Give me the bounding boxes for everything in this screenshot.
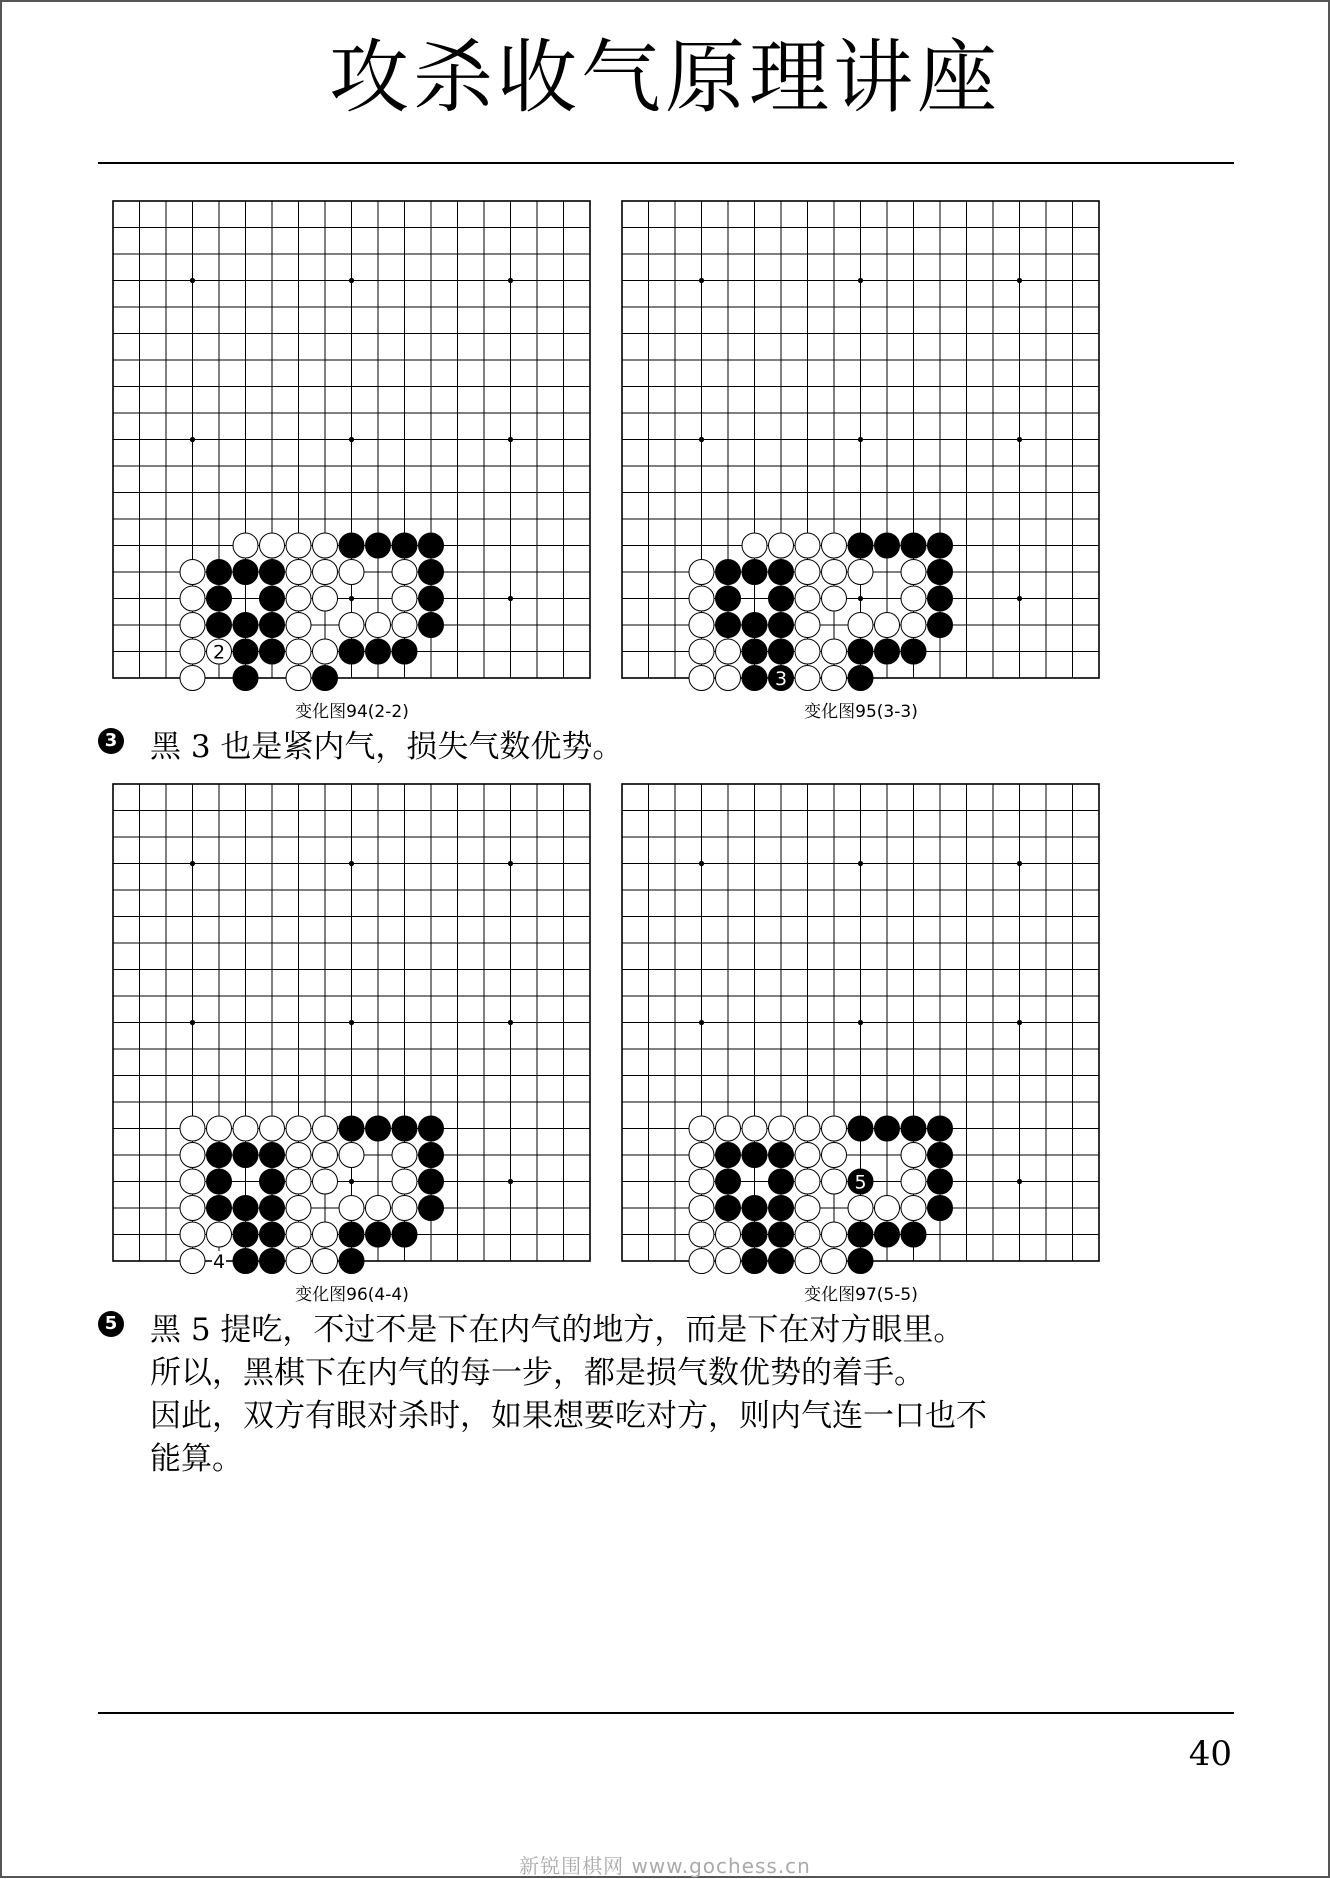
star-point <box>858 861 863 866</box>
black-stone <box>260 560 285 585</box>
white-stone <box>392 1196 417 1221</box>
black-stone <box>928 1169 953 1194</box>
black-stone <box>260 1169 285 1194</box>
star-point <box>858 278 863 283</box>
black-stone <box>742 560 767 585</box>
go-board-94 <box>112 200 594 692</box>
black-stone <box>742 1249 767 1274</box>
move-number-label: 3 <box>774 668 788 690</box>
star-point <box>1017 1179 1022 1184</box>
white-stone <box>716 1222 741 1247</box>
white-stone <box>313 1143 338 1168</box>
white-stone <box>180 586 205 611</box>
white-stone <box>795 1249 820 1274</box>
white-stone <box>339 1143 364 1168</box>
black-stone <box>207 560 232 585</box>
white-stone <box>366 1196 391 1221</box>
black-stone <box>901 1116 926 1141</box>
note-line: 因此，双方有眼对杀时，如果想要吃对方，则内气连一口也不 <box>150 1398 987 1434</box>
black-stone <box>928 613 953 638</box>
white-stone <box>233 533 258 558</box>
black-stone <box>716 1143 741 1168</box>
white-stone <box>795 1116 820 1141</box>
white-stone <box>313 1169 338 1194</box>
white-stone <box>795 533 820 558</box>
black-stone <box>875 639 900 664</box>
board-caption-97: 变化图97(5-5) <box>804 1285 918 1305</box>
white-stone <box>769 1116 794 1141</box>
black-stone <box>742 1143 767 1168</box>
star-point <box>858 437 863 442</box>
note-paragraph-5 <box>150 1309 1240 1481</box>
white-stone <box>286 639 311 664</box>
black-stone <box>366 533 391 558</box>
black-stone <box>419 1116 444 1141</box>
go-board-96 <box>112 783 594 1275</box>
black-stone <box>769 560 794 585</box>
black-stone <box>928 560 953 585</box>
black-stone <box>339 1222 364 1247</box>
black-stone <box>769 1143 794 1168</box>
black-stone <box>339 639 364 664</box>
black-stone <box>233 1249 258 1274</box>
star-point <box>699 861 704 866</box>
star-point <box>190 861 195 866</box>
black-stone <box>419 1196 444 1221</box>
white-stone <box>180 560 205 585</box>
white-stone <box>689 613 714 638</box>
white-stone <box>180 1196 205 1221</box>
note-bullet-3: 3 <box>98 728 124 754</box>
white-stone <box>180 1143 205 1168</box>
black-stone <box>742 639 767 664</box>
site-watermark: 新锐围棋网 www.gochess.cn <box>519 1854 811 1878</box>
white-stone <box>822 1222 847 1247</box>
white-stone <box>716 1249 741 1274</box>
black-stone <box>742 613 767 638</box>
white-stone <box>392 586 417 611</box>
black-stone <box>207 586 232 611</box>
white-stone <box>689 1143 714 1168</box>
black-stone <box>742 666 767 691</box>
black-stone <box>875 1222 900 1247</box>
note-line: 黑 5 提吃，不过不是下在内气的地方，而是下在对方眼里。 <box>150 1312 965 1348</box>
black-stone <box>848 533 873 558</box>
black-stone <box>260 1143 285 1168</box>
black-stone <box>769 639 794 664</box>
white-stone <box>286 560 311 585</box>
white-stone <box>392 613 417 638</box>
black-stone <box>260 1249 285 1274</box>
white-stone <box>795 1222 820 1247</box>
white-stone <box>822 1249 847 1274</box>
black-stone <box>716 613 741 638</box>
white-stone <box>795 1169 820 1194</box>
black-stone <box>233 560 258 585</box>
header-rule <box>98 162 1234 164</box>
black-stone <box>260 586 285 611</box>
white-stone <box>233 1116 258 1141</box>
black-stone <box>207 1143 232 1168</box>
white-stone <box>286 533 311 558</box>
white-stone <box>313 1249 338 1274</box>
white-stone <box>286 1116 311 1141</box>
star-point <box>190 437 195 442</box>
black-stone <box>366 1116 391 1141</box>
white-stone <box>822 586 847 611</box>
star-point <box>349 861 354 866</box>
black-stone <box>233 1143 258 1168</box>
white-stone <box>822 533 847 558</box>
move-number-label: 5 <box>854 1171 867 1194</box>
black-stone <box>928 1143 953 1168</box>
black-stone <box>419 533 444 558</box>
star-point <box>699 278 704 283</box>
star-point <box>190 278 195 283</box>
white-stone <box>795 1196 820 1221</box>
black-stone <box>207 1196 232 1221</box>
star-point <box>508 1179 513 1184</box>
white-stone <box>769 533 794 558</box>
move-number-label: 2 <box>212 641 226 664</box>
black-stone <box>769 1222 794 1247</box>
black-stone <box>875 533 900 558</box>
board-caption-96: 变化图96(4-4) <box>295 1285 409 1305</box>
star-point <box>508 437 513 442</box>
star-point <box>858 1020 863 1025</box>
white-stone <box>795 1143 820 1168</box>
white-stone <box>795 560 820 585</box>
black-stone <box>716 560 741 585</box>
white-stone <box>689 666 714 691</box>
black-stone <box>233 1222 258 1247</box>
white-stone <box>339 613 364 638</box>
black-stone <box>769 1196 794 1221</box>
note-paragraph-3 <box>150 726 1240 769</box>
white-stone <box>313 639 338 664</box>
black-stone <box>233 1196 258 1221</box>
black-stone <box>260 1222 285 1247</box>
page-number: 40 <box>1188 1734 1232 1774</box>
black-stone <box>207 1169 232 1194</box>
black-stone <box>233 666 258 691</box>
black-stone <box>848 1116 873 1141</box>
white-stone <box>795 639 820 664</box>
black-stone <box>366 1222 391 1247</box>
white-stone <box>207 1222 232 1247</box>
go-board-97 <box>621 783 1103 1275</box>
white-stone <box>689 1169 714 1194</box>
star-point <box>858 596 863 601</box>
white-stone <box>689 639 714 664</box>
star-point <box>1017 596 1022 601</box>
black-stone <box>419 586 444 611</box>
star-point <box>508 1020 513 1025</box>
white-stone <box>180 1169 205 1194</box>
black-stone <box>716 1196 741 1221</box>
white-stone <box>313 1116 338 1141</box>
star-point <box>349 437 354 442</box>
star-point <box>1017 861 1022 866</box>
black-stone <box>716 1169 741 1194</box>
white-stone <box>286 1196 311 1221</box>
white-stone <box>286 1169 311 1194</box>
white-stone <box>286 1249 311 1274</box>
white-stone <box>822 666 847 691</box>
white-stone <box>689 586 714 611</box>
white-stone <box>901 586 926 611</box>
black-stone <box>419 560 444 585</box>
white-stone <box>366 613 391 638</box>
black-stone <box>901 533 926 558</box>
white-stone <box>848 560 873 585</box>
black-stone <box>769 613 794 638</box>
white-stone <box>180 1222 205 1247</box>
white-stone <box>716 1116 741 1141</box>
black-stone <box>769 586 794 611</box>
star-point <box>699 1020 704 1025</box>
white-stone <box>901 560 926 585</box>
black-stone <box>769 1169 794 1194</box>
black-stone <box>742 1222 767 1247</box>
white-stone <box>875 613 900 638</box>
move-number-label: 4 <box>212 1251 226 1273</box>
black-stone <box>419 1143 444 1168</box>
white-stone <box>848 1196 873 1221</box>
black-stone <box>313 666 338 691</box>
star-point <box>349 1179 354 1184</box>
black-stone <box>848 1249 873 1274</box>
white-stone <box>286 613 311 638</box>
white-stone <box>392 1143 417 1168</box>
star-point <box>508 278 513 283</box>
white-stone <box>848 613 873 638</box>
black-stone <box>392 1116 417 1141</box>
footer-rule <box>98 1712 1234 1714</box>
star-point <box>1017 278 1022 283</box>
black-stone <box>339 1249 364 1274</box>
black-stone <box>742 1196 767 1221</box>
white-stone <box>339 1196 364 1221</box>
black-stone <box>392 533 417 558</box>
black-stone <box>419 613 444 638</box>
white-stone <box>822 1169 847 1194</box>
board-caption-95: 变化图95(3-3) <box>804 702 918 722</box>
white-stone <box>822 1143 847 1168</box>
star-point <box>699 437 704 442</box>
black-stone <box>848 639 873 664</box>
white-stone <box>260 533 285 558</box>
note-line: 能算。 <box>150 1441 243 1477</box>
star-point <box>349 278 354 283</box>
star-point <box>190 1020 195 1025</box>
black-stone <box>901 1222 926 1247</box>
white-stone <box>689 1249 714 1274</box>
white-stone <box>901 613 926 638</box>
black-stone <box>419 1169 444 1194</box>
white-stone <box>286 1143 311 1168</box>
black-stone <box>392 1222 417 1247</box>
white-stone <box>742 533 767 558</box>
white-stone <box>180 1249 205 1274</box>
white-stone <box>392 560 417 585</box>
star-point <box>508 596 513 601</box>
black-stone <box>207 613 232 638</box>
white-stone <box>716 666 741 691</box>
note-bullet-5: 5 <box>98 1311 124 1337</box>
white-stone <box>689 1196 714 1221</box>
black-stone <box>901 639 926 664</box>
white-stone <box>795 666 820 691</box>
black-stone <box>716 586 741 611</box>
board-caption-94: 变化图94(2-2) <box>295 702 409 722</box>
star-point <box>349 1020 354 1025</box>
white-stone <box>180 639 205 664</box>
black-stone <box>260 613 285 638</box>
star-point <box>508 861 513 866</box>
black-stone <box>233 613 258 638</box>
black-stone <box>366 639 391 664</box>
white-stone <box>901 1143 926 1168</box>
white-stone <box>742 1116 767 1141</box>
go-board-95 <box>621 200 1103 692</box>
white-stone <box>901 1169 926 1194</box>
white-stone <box>207 1116 232 1141</box>
white-stone <box>392 1169 417 1194</box>
white-stone <box>286 1222 311 1247</box>
white-stone <box>822 1116 847 1141</box>
black-stone <box>928 1196 953 1221</box>
white-stone <box>339 560 364 585</box>
white-stone <box>286 666 311 691</box>
white-stone <box>260 1116 285 1141</box>
black-stone <box>339 1116 364 1141</box>
white-stone <box>313 533 338 558</box>
white-stone <box>689 1116 714 1141</box>
white-stone <box>313 560 338 585</box>
note-line: 所以，黑棋下在内气的每一步，都是损气数优势的着手。 <box>150 1355 925 1391</box>
black-stone <box>928 533 953 558</box>
black-stone <box>875 1116 900 1141</box>
star-point <box>1017 437 1022 442</box>
white-stone <box>822 639 847 664</box>
page-title: 攻杀收气原理讲座 <box>329 31 1001 124</box>
note-line: 黑 3 也是紧内气，损失气数优势。 <box>150 729 624 765</box>
star-point <box>349 596 354 601</box>
white-stone <box>716 639 741 664</box>
white-stone <box>286 586 311 611</box>
white-stone <box>689 560 714 585</box>
white-stone <box>901 1196 926 1221</box>
white-stone <box>795 586 820 611</box>
white-stone <box>689 1222 714 1247</box>
black-stone <box>848 1222 873 1247</box>
black-stone <box>392 639 417 664</box>
white-stone <box>875 1196 900 1221</box>
black-stone <box>233 639 258 664</box>
black-stone <box>339 533 364 558</box>
black-stone <box>260 639 285 664</box>
black-stone <box>928 1116 953 1141</box>
white-stone <box>180 666 205 691</box>
white-stone <box>180 613 205 638</box>
black-stone <box>928 586 953 611</box>
white-stone <box>822 560 847 585</box>
white-stone <box>313 1222 338 1247</box>
black-stone <box>260 1196 285 1221</box>
black-stone <box>848 666 873 691</box>
white-stone <box>795 613 820 638</box>
star-point <box>1017 1020 1022 1025</box>
white-stone <box>313 586 338 611</box>
white-stone <box>180 1116 205 1141</box>
black-stone <box>769 1249 794 1274</box>
